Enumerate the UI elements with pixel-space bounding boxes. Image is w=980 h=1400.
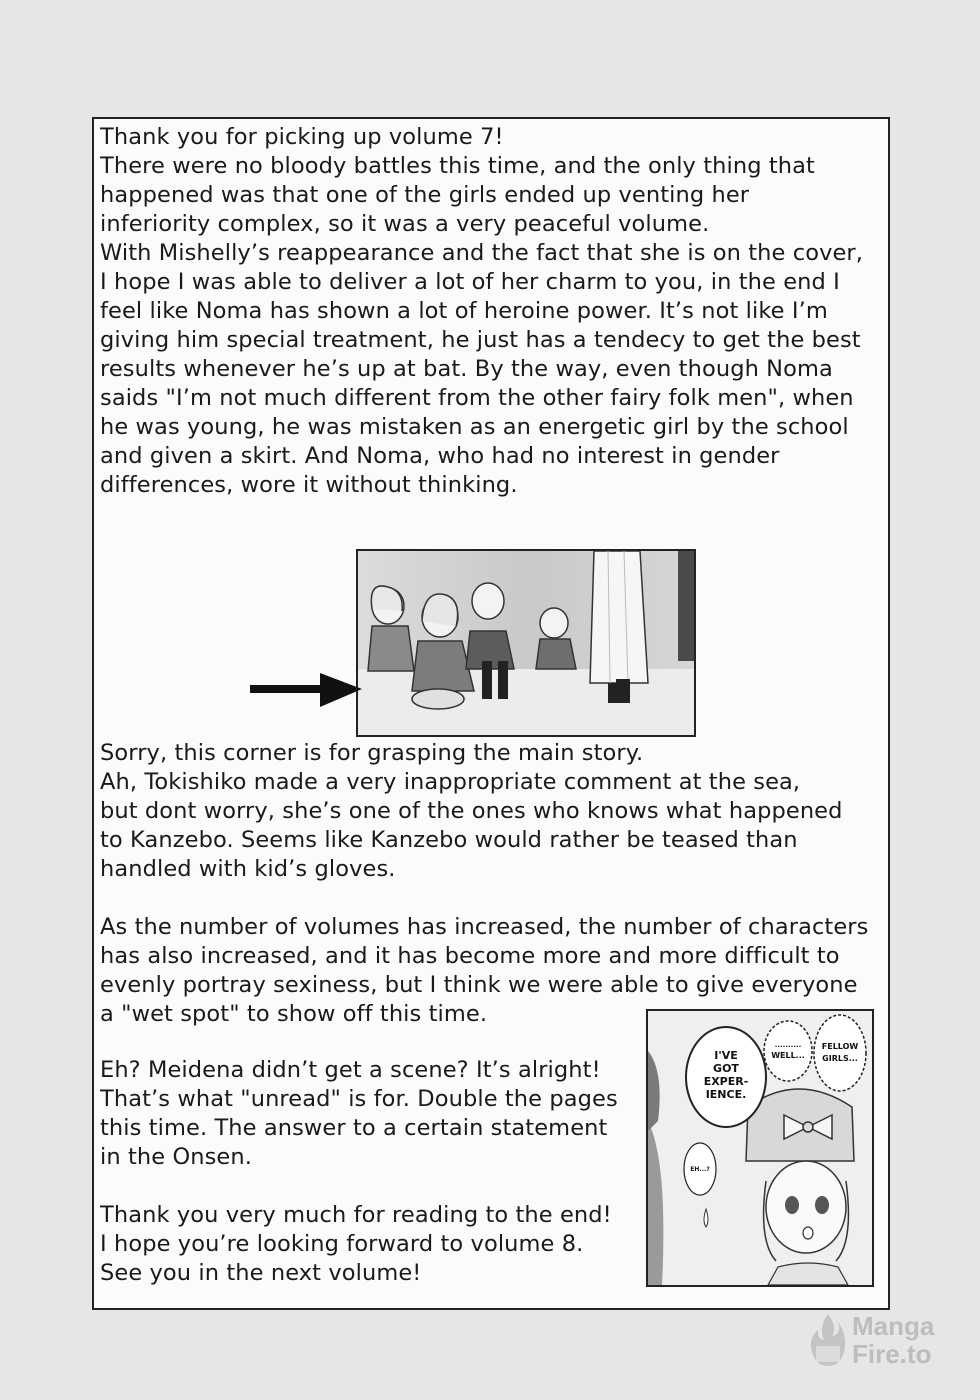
- bubble-text: FELLOW: [821, 1042, 859, 1051]
- text-line: I hope I was able to deliver a lot of her charm to you, in the end I: [100, 269, 840, 295]
- paragraph-closing: [100, 1201, 612, 1288]
- bubble-text: EXPER-: [703, 1075, 749, 1088]
- text-line: handled with kid’s gloves.: [100, 856, 396, 882]
- paragraph-mishelly-noma: [100, 239, 863, 500]
- text-line: a "wet spot" to show off this time.: [100, 1001, 488, 1027]
- bubble-text: IENCE.: [705, 1088, 747, 1101]
- site-watermark: [808, 1312, 968, 1372]
- watermark-line: Manga: [852, 1311, 935, 1341]
- bubble-text: I'VE: [714, 1049, 738, 1062]
- text-line: See you in the next volume!: [100, 1260, 422, 1286]
- watermark-text: [852, 1312, 934, 1368]
- bubble-text: GOT: [713, 1062, 739, 1075]
- text-line: Ah, Tokishiko made a very inappropriate comment at the sea,: [100, 769, 801, 795]
- paragraph-meidena: [100, 1056, 618, 1172]
- text-line: I hope you’re looking forward to volume 8.: [100, 1231, 584, 1257]
- paragraph-tokishiko: [100, 739, 843, 884]
- text-line: this time. The answer to a certain statement: [100, 1115, 608, 1141]
- paragraph-intro: [100, 123, 815, 239]
- bubble-text: WELL...: [771, 1051, 805, 1060]
- afterword-panel: [92, 117, 890, 1310]
- text-line: results whenever he’s up at bat. By the way, even though Noma: [100, 356, 833, 382]
- text-line: Thank you for picking up volume 7!: [100, 124, 504, 150]
- children-illustration: [358, 551, 694, 735]
- text-line: evenly portray sexiness, but I think we were able to give everyone: [100, 972, 858, 998]
- text-line: Eh? Meidena didn’t get a scene? It’s alright!: [100, 1057, 601, 1083]
- text-line: feel like Noma has shown a lot of heroine power. It’s not like I’m: [100, 298, 828, 324]
- text-line: Thank you very much for reading to the end!: [100, 1202, 612, 1228]
- bubble-text: EH...?: [690, 1166, 710, 1173]
- bubble-text: GIRLS...: [822, 1054, 858, 1063]
- text-line: he was young, he was mistaken as an energetic girl by the school: [100, 414, 849, 440]
- arrow-icon: [250, 671, 362, 711]
- text-line: There were no bloody battles this time, and the only thing that: [100, 153, 815, 179]
- bubble-text: ..........: [774, 1041, 802, 1049]
- text-line: inferiority complex, so it was a very peaceful volume.: [100, 211, 710, 237]
- text-line: As the number of volumes has increased, the number of characters: [100, 914, 869, 940]
- flame-logo-icon: [808, 1312, 848, 1368]
- text-line: in the Onsen.: [100, 1144, 252, 1170]
- text-line: has also increased, and it has become more and more difficult to: [100, 943, 840, 969]
- manga-panel-children: [356, 549, 696, 737]
- manga-panel-onsen: [646, 1009, 874, 1287]
- text-line: and given a skirt. And Noma, who had no interest in gender: [100, 443, 780, 469]
- text-line: With Mishelly’s reappearance and the fact that she is on the cover,: [100, 240, 864, 266]
- text-line: to Kanzebo. Seems like Kanzebo would rather be teased than: [100, 827, 798, 853]
- text-line: but dont worry, she’s one of the ones who knows what happened: [100, 798, 843, 824]
- text-line: That’s what "unread" is for. Double the pages: [100, 1086, 618, 1112]
- text-line: happened was that one of the girls ended up venting her: [100, 182, 750, 208]
- text-line: differences, wore it without thinking.: [100, 472, 518, 498]
- onsen-illustration: [648, 1011, 872, 1285]
- text-line: saids "I’m not much different from the other fairy folk men", when: [100, 385, 854, 411]
- watermark-line: Fire.to: [852, 1339, 932, 1369]
- text-line: giving him special treatment, he just has a tendecy to get the best: [100, 327, 861, 353]
- text-line: Sorry, this corner is for grasping the main story.: [100, 740, 644, 766]
